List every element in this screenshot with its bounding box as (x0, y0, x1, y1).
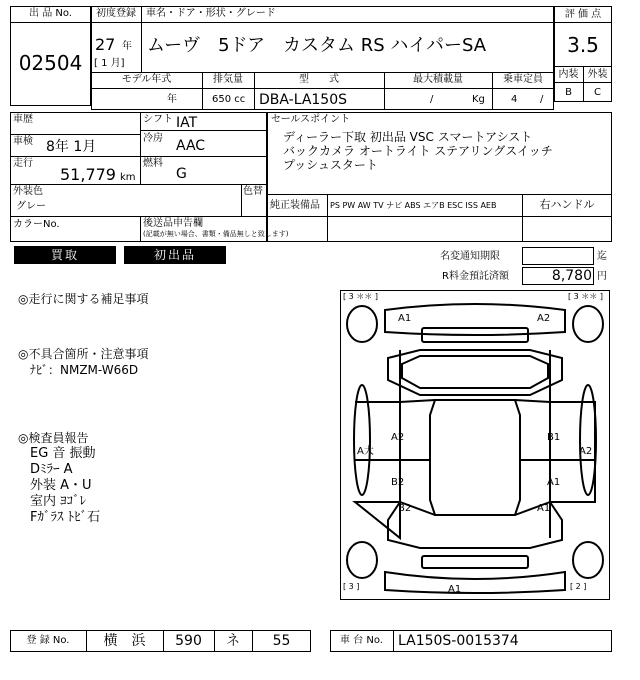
recycle-label: R料金預託済額 (442, 271, 509, 282)
reg-label: 初度登録 (96, 8, 136, 19)
displacement-value: 650 cc (212, 94, 246, 105)
capacity-sep: / (540, 94, 544, 105)
inspection-label: 車検 (13, 136, 33, 147)
fuel-value: G (176, 166, 187, 182)
sales-line: プッシュスタート (283, 158, 378, 172)
ac-label: 冷房 (143, 133, 163, 144)
driving-title: ◎走行に関する補足事項 (18, 292, 149, 306)
mark-rear-bumper: A1 (448, 584, 462, 595)
color-change-label: 色替 (243, 186, 263, 197)
steering-side: 右ハンドル (539, 198, 595, 211)
ac-value: AAC (176, 138, 206, 154)
tyre-front-right: [ 3 ＊＊ ] (568, 292, 603, 301)
displacement-label: 排気量 (213, 74, 243, 85)
load-label: 最大積載量 (413, 74, 463, 85)
mark-left-rear-door: B2 (391, 477, 405, 488)
fuel-label: 燃料 (143, 158, 163, 169)
defect-title: ◎不具合箇所・注意事項 (18, 347, 149, 361)
inspector-item: Dﾐﾗｰ A (30, 462, 73, 477)
buy-button[interactable]: 買取 (14, 246, 116, 264)
deadline-unit: 迄 (597, 251, 607, 262)
defect-item: ﾅﾋﾞ：NMZM-W66D (30, 363, 139, 377)
lot-number: 02504 (18, 51, 83, 75)
capacity-value: 4 (511, 94, 518, 105)
deadline-field (522, 247, 594, 265)
equip-label: 純正装備品 (270, 200, 320, 211)
exterior-grade: C (594, 87, 601, 98)
lot-label: 出 品 No. (29, 8, 72, 19)
shift-label: シフト (143, 114, 173, 125)
car-outline (340, 290, 610, 600)
shift-value: IAT (176, 115, 198, 131)
recycle-value: 8,780 (551, 268, 592, 284)
reg-kana: ネ (226, 633, 240, 649)
mark-left-rear-fender: B2 (398, 503, 412, 514)
chassis-number: LA150S-0015374 (398, 633, 519, 649)
sales-label: セールスポイント (271, 114, 351, 125)
inspector-item: EG 音 振動 (30, 446, 96, 461)
year-unit: 年 (122, 41, 132, 52)
mark-right-rear-fender: A1 (537, 503, 551, 514)
rating-label: 評 価 点 (564, 9, 602, 20)
load-value: / (430, 94, 434, 105)
mark-front-bumper-left: A1 (398, 313, 412, 324)
type-label: 型 式 (299, 74, 339, 85)
first-listing-button[interactable]: 初出品 (124, 246, 226, 264)
mileage-label: 走行 (13, 158, 33, 169)
model-year-unit: 年 (167, 94, 177, 105)
mileage-value: 51,779 (60, 165, 116, 184)
mark-left-front-door: A2 (391, 432, 405, 443)
recycle-unit: 円 (597, 271, 607, 282)
inspector-item: Fｶﾞﾗｽ ﾄﾋﾞ石 (30, 510, 101, 525)
tyre-front-left: [ 3 ＊＊ ] (343, 292, 378, 301)
sales-lines (283, 130, 553, 172)
exterior-label: 外装 (587, 69, 608, 80)
rating-value: 3.5 (567, 33, 599, 57)
mark-right-front-door: B1 (547, 432, 561, 443)
tyre-rear-right: [ 2 ] (570, 582, 587, 591)
mark-front-bumper-right: A2 (537, 313, 551, 324)
mark-right-front-fender: A2 (579, 446, 593, 457)
reg-number: 55 (272, 633, 291, 649)
reg-no-label: 登 録 No. (26, 635, 70, 646)
inspector-item: 室内 ﾖｺﾞﾚ (30, 494, 87, 509)
inspector-title: ◎検査員報告 (18, 431, 89, 445)
car-name: ムーヴ 5ドア カスタム RS ハイパーSA (147, 35, 487, 56)
inspector-item: 外装 A・U (30, 478, 92, 493)
mark-left-front-fender: A大 (357, 446, 374, 457)
load-unit: Kg (472, 94, 485, 105)
ext-color-value: グレー (16, 201, 46, 212)
reg-area: 横 浜 (103, 633, 146, 649)
reg-class: 590 (175, 633, 202, 649)
inspection-value: 8年 1月 (46, 139, 97, 155)
doc-label: 後送品申告欄 (143, 218, 203, 229)
reg-month: [ 1 月] (94, 58, 125, 69)
interior-grade: B (565, 87, 572, 98)
mileage-unit: km (120, 172, 136, 183)
mark-right-rear-door: A1 (547, 477, 561, 488)
interior-label: 内装 (558, 69, 579, 80)
history-label: 車歴 (13, 114, 33, 125)
capacity-label: 乗車定員 (503, 74, 543, 85)
model-year-label: モデル年式 (121, 74, 172, 85)
sales-line: ディーラー下取 初出品 VSC スマートアシスト (283, 130, 533, 144)
tyre-rear-left: [ 3 ] (343, 582, 360, 591)
chassis-label: 車 台 No. (340, 635, 383, 646)
car-label: 車名・ドア・形状・グレード (146, 8, 276, 19)
color-no-label: カラーNo. (13, 219, 60, 230)
equip-list: PS PW AW TV ナビ ABS エアB ESC ISS AEB (330, 201, 497, 210)
model-code: DBA-LA150S (259, 92, 348, 108)
inspector-items (30, 446, 100, 526)
doc-note: (記載が無い場合、書類・備品無しと致します) (143, 230, 289, 238)
reg-year: 27 (95, 35, 116, 54)
sales-line: バックカメラ オートライト ステアリングスイッチ (283, 144, 553, 158)
ext-color-label: 外装色 (13, 186, 43, 197)
deadline-label: 名変通知期限 (440, 251, 500, 262)
